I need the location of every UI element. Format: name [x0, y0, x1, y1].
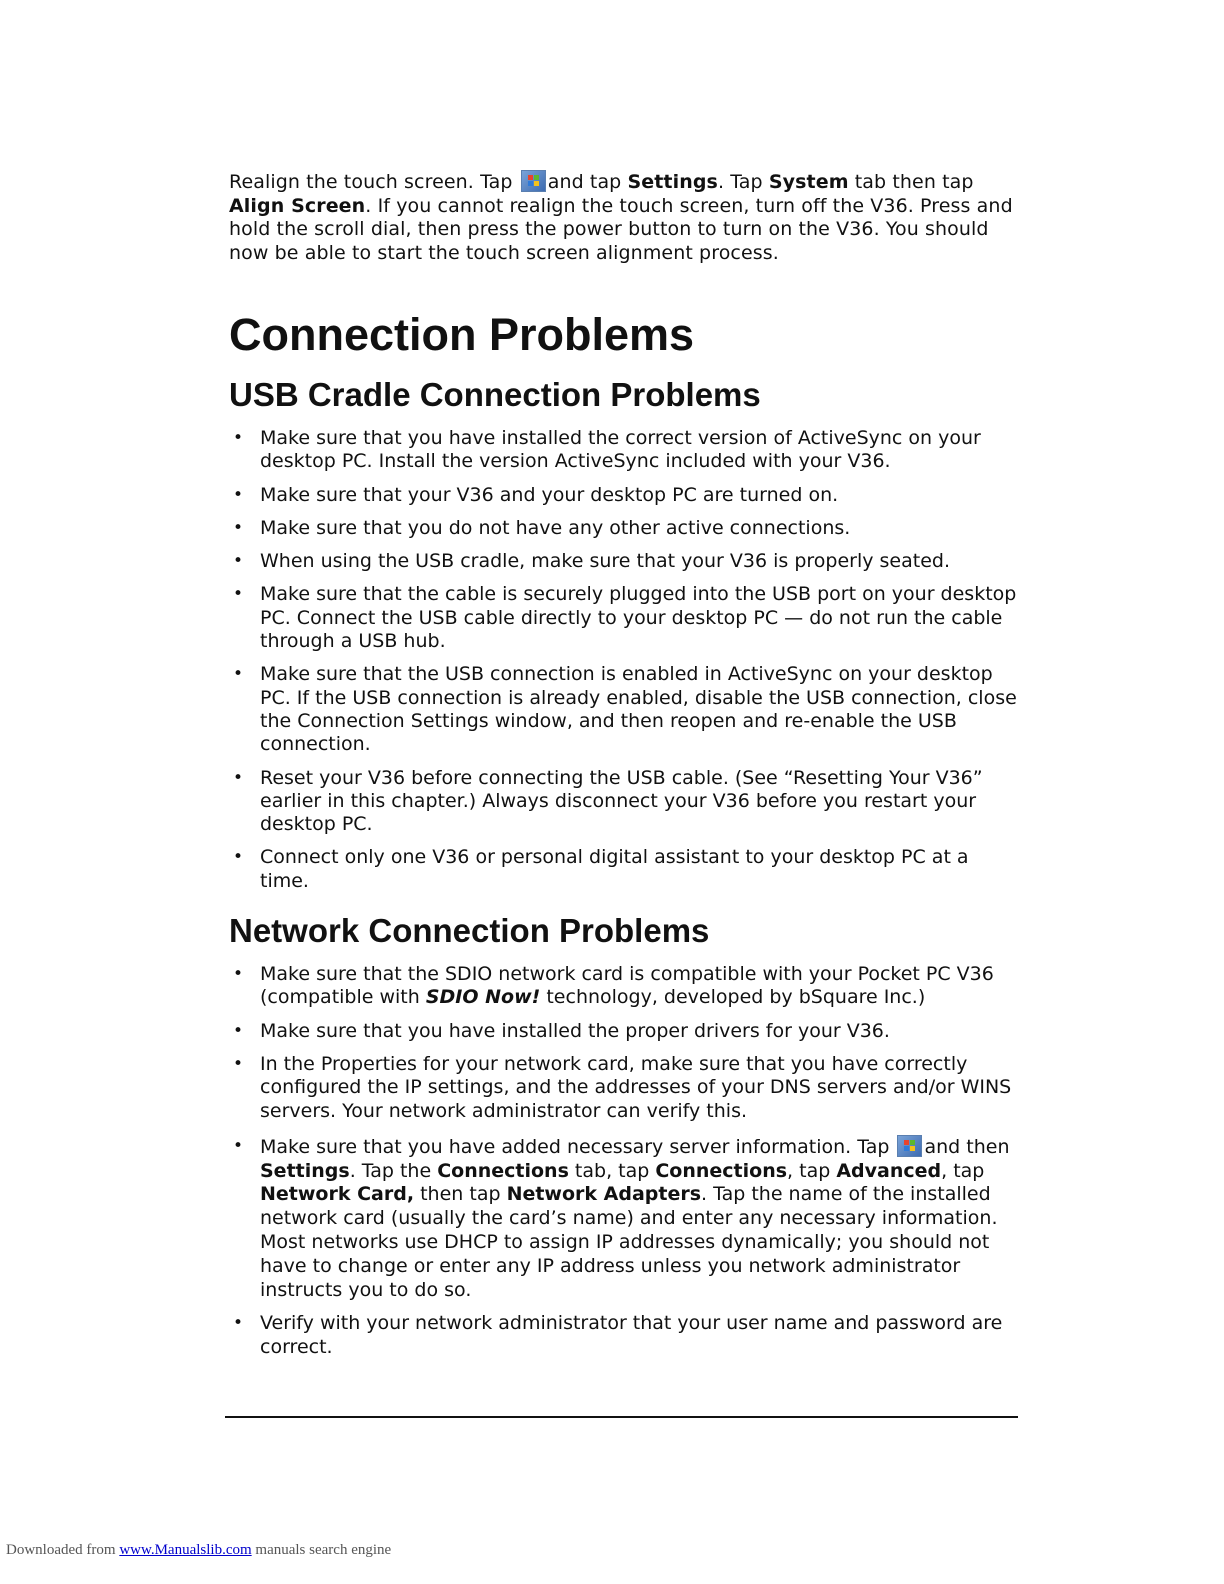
subheading-network: Network Connection Problems [229, 912, 710, 950]
list-item: • Connect only one V36 or personal digital assistant to your desktop PC at a time. [233, 846, 969, 892]
bullet: • [233, 767, 244, 788]
windows-start-icon [521, 170, 546, 192]
list-item: • When using the USB cradle, make sure that your V36 is properly seated. [233, 550, 950, 573]
subheading-usb-cradle: USB Cradle Connection Problems [229, 376, 761, 413]
bullet: • [233, 1135, 244, 1156]
bullet: • [233, 428, 244, 448]
list-item: • Make sure that the cable is securely plugged into the USB port on your desktop PC. Connect the USB cable directly to your desktop PC — do not run the cable through a USB hub. [233, 583, 1017, 653]
network-bullet-list [229, 963, 1019, 1359]
bullet: • [233, 584, 244, 605]
bullet: • [233, 847, 244, 868]
list-item: • In the Properties for your network card, make sure that you have correctly configured the IP settings, and the addresses of your DNS servers and/or WINS servers. Your network administrator can verify this. [233, 1052, 1012, 1122]
list-item: • Make sure that you have installed the proper drivers for your V36. [233, 1019, 890, 1042]
bullet: • [233, 1020, 244, 1041]
manualslib-link[interactable]: www.Manualslib.com [119, 1542, 252, 1558]
list-item: • Make sure that you have installed the correct version of ActiveSync on your desktop PC. Install the version ActiveSync included with your V36. [233, 427, 981, 473]
windows-start-icon [897, 1135, 922, 1157]
list-item: • Make sure that the SDIO network card is compatible with your Pocket PC V36 (compatible with SDIO Now! technology, developed by bSquare Inc.) [233, 963, 994, 1009]
bullet: • [233, 664, 244, 685]
bullet: • [233, 1053, 244, 1074]
page-footer: Downloaded from www.Manualslib.com manuals search engine [6, 1542, 392, 1558]
list-item: • Make sure that the USB connection is enabled in ActiveSync on your desktop PC. If the USB connection is already enabled, disable the USB connection, close the Connection Settings window, and then reopen and re-enable the USB connection. [233, 663, 1017, 756]
bullet: • [233, 551, 244, 572]
bullet: • [233, 1313, 244, 1334]
list-item: • Make sure that you have added necessary server information. Tap and then Settings. Tap the Connections tab, tap Connections, tap Advanced, tap Network Card, then tap Network Adapters. Tap the name of the installed network card (usually the card’s name) and enter any necessary information. Most networks use DHCP to assign IP addresses dynamically; you should not have to change or enter any IP address unless you network administrator instructs you to do so. [233, 1135, 1010, 1301]
list-item: • Make sure that you do not have any other active connections. [233, 516, 851, 539]
bullet: • [233, 964, 244, 985]
section-heading-connection-problems: Connection Problems [229, 309, 695, 360]
usb-bullet-list [229, 427, 1019, 893]
document-page [229, 170, 1019, 1359]
list-item: • Reset your V36 before connecting the USB cable. (See “Resetting Your V36” earlier in this chapter.) Always disconnect your V36 before you restart your desktop PC. [233, 766, 983, 836]
bullet: • [233, 517, 244, 538]
footer-divider [225, 1416, 1018, 1418]
intro-paragraph: Realign the touch screen. Tap and tap Settings. Tap System tab then tap Align Screen. If you cannot realign the touch screen, turn off the V36. Press and hold the scroll dial, then press the power button to turn on the V36. You should now be able to start the touch screen alignment process. [229, 171, 1013, 264]
list-item: • Verify with your network administrator that your user name and password are correct. [233, 1312, 1003, 1358]
bullet: • [233, 484, 244, 505]
list-item: • Make sure that your V36 and your desktop PC are turned on. [233, 483, 839, 506]
